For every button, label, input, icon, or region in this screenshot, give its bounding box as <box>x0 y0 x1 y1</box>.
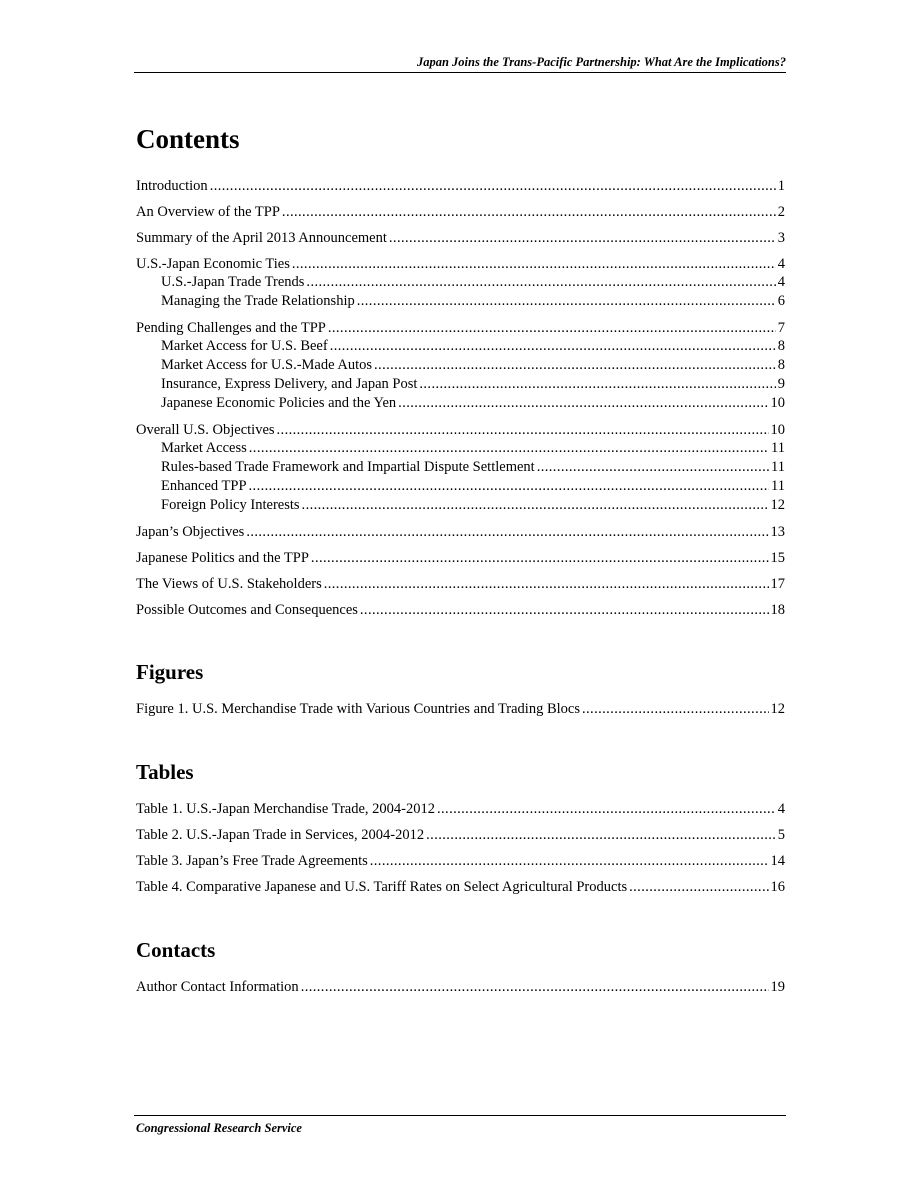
toc-entry-label: Market Access for U.S. Beef <box>161 338 328 354</box>
toc-dot-leader <box>306 273 775 292</box>
toc-entry[interactable] <box>136 229 785 247</box>
toc-entry[interactable] <box>136 356 785 375</box>
toc-entry-page: 6 <box>777 293 785 309</box>
tables-list <box>136 800 785 896</box>
toc-entry-label: Insurance, Express Delivery, and Japan Post <box>161 376 418 392</box>
toc-entry-page: 10 <box>770 422 785 438</box>
toc-dot-leader <box>419 375 775 394</box>
toc-dot-leader <box>246 523 768 541</box>
toc-entry-page: 17 <box>770 576 785 592</box>
toc-entry[interactable] <box>136 421 785 439</box>
toc-entry-page: 14 <box>770 853 785 869</box>
toc-entry[interactable] <box>136 439 785 458</box>
footer-text: Congressional Research Service <box>136 1121 302 1135</box>
header-rule <box>134 72 786 73</box>
toc-dot-leader <box>426 826 776 844</box>
toc-dot-leader <box>328 319 776 337</box>
toc-entry[interactable] <box>136 203 785 221</box>
toc-dot-leader <box>249 439 769 458</box>
toc-entry-label: Foreign Policy Interests <box>161 497 300 513</box>
toc-entry[interactable] <box>136 700 785 718</box>
toc-entry-page: 4 <box>777 256 785 272</box>
toc-entry[interactable] <box>136 601 785 619</box>
toc-entry-page: 15 <box>770 550 785 566</box>
toc-dot-leader <box>249 477 770 496</box>
toc-dot-leader <box>311 549 769 567</box>
contacts-heading: Contacts <box>136 938 216 962</box>
toc-dot-leader <box>537 458 769 477</box>
toc-dot-leader <box>282 203 776 221</box>
toc-dot-leader <box>357 292 776 311</box>
contents-heading: Contents <box>136 124 240 154</box>
toc-entry[interactable] <box>136 575 785 593</box>
toc-dot-leader <box>210 177 776 195</box>
tables-heading: Tables <box>136 760 194 784</box>
toc-entry-page: 8 <box>777 338 785 354</box>
toc-dot-leader <box>292 255 776 273</box>
toc-entry[interactable] <box>136 319 785 337</box>
toc-dot-leader <box>629 878 768 896</box>
toc-entry-label: Author Contact Information <box>136 979 299 995</box>
toc-entry-page: 3 <box>777 230 785 246</box>
footer-rule <box>134 1115 786 1116</box>
toc-entry[interactable] <box>136 878 785 896</box>
toc-dot-leader <box>324 575 769 593</box>
toc-dot-leader <box>398 394 768 413</box>
toc-entry-page: 13 <box>770 524 785 540</box>
toc-dot-leader <box>302 496 769 515</box>
toc-dot-leader <box>360 601 769 619</box>
toc-entry-page: 18 <box>770 602 785 618</box>
toc-entry[interactable] <box>136 852 785 870</box>
toc-entry-label: Rules-based Trade Framework and Impartial Dispute Settlement <box>161 459 535 475</box>
toc-entry-page: 7 <box>777 320 785 336</box>
toc-entry[interactable] <box>136 549 785 567</box>
toc-entry[interactable] <box>136 337 785 356</box>
contents-list <box>136 177 785 619</box>
toc-entry[interactable] <box>136 826 785 844</box>
toc-entry-label: Table 1. U.S.-Japan Merchandise Trade, 2004-2012 <box>136 801 435 817</box>
toc-entry-label: Japanese Economic Policies and the Yen <box>161 395 397 411</box>
toc-entry-label: Pending Challenges and the TPP <box>136 320 326 336</box>
toc-entry-page: 11 <box>771 440 785 456</box>
toc-entry-page: 11 <box>771 459 785 475</box>
running-header: Japan Joins the Trans-Pacific Partnership: What Are the Implications? <box>416 55 786 69</box>
toc-entry-page: 9 <box>777 376 785 392</box>
toc-entry[interactable] <box>136 978 785 996</box>
toc-entry-label: Enhanced TPP <box>161 478 247 494</box>
toc-entry-page: 19 <box>770 979 785 995</box>
toc-entry[interactable] <box>136 394 785 413</box>
toc-entry-page: 1 <box>777 178 785 194</box>
toc-entry[interactable] <box>136 273 785 292</box>
toc-entry[interactable] <box>136 477 785 496</box>
toc-dot-leader <box>437 800 776 818</box>
toc-entry-page: 16 <box>770 879 785 895</box>
toc-dot-leader <box>374 356 776 375</box>
toc-entry-page: 12 <box>770 497 785 513</box>
toc-entry-label: Summary of the April 2013 Announcement <box>136 230 387 246</box>
toc-entry-label: Possible Outcomes and Consequences <box>136 602 358 618</box>
toc-entry-page: 2 <box>777 204 785 220</box>
toc-dot-leader <box>277 421 769 439</box>
toc-entry-label: An Overview of the TPP <box>136 204 280 220</box>
toc-entry[interactable] <box>136 800 785 818</box>
toc-entry-label: Table 3. Japan’s Free Trade Agreements <box>136 853 368 869</box>
toc-entry-label: Figure 1. U.S. Merchandise Trade with Various Countries and Trading Blocs <box>136 701 580 717</box>
contacts-list <box>136 978 785 996</box>
toc-dot-leader <box>389 229 776 247</box>
toc-entry-page: 10 <box>770 395 785 411</box>
toc-entry[interactable] <box>136 375 785 394</box>
toc-entry-label: Japanese Politics and the TPP <box>136 550 309 566</box>
toc-entry-label: U.S.-Japan Economic Ties <box>136 256 290 272</box>
toc-entry[interactable] <box>136 496 785 515</box>
toc-entry[interactable] <box>136 523 785 541</box>
toc-entry[interactable] <box>136 255 785 273</box>
toc-entry-label: Market Access <box>161 440 247 456</box>
toc-dot-leader <box>301 978 769 996</box>
figures-list <box>136 700 785 718</box>
toc-entry-label: Table 2. U.S.-Japan Trade in Services, 2004-2012 <box>136 827 425 843</box>
toc-entry-label: The Views of U.S. Stakeholders <box>136 576 322 592</box>
toc-entry[interactable] <box>136 177 785 195</box>
toc-entry-page: 4 <box>777 274 785 290</box>
toc-entry-page: 11 <box>771 478 785 494</box>
toc-dot-leader <box>370 852 769 870</box>
figures-heading: Figures <box>136 660 204 684</box>
toc-entry-page: 8 <box>777 357 785 373</box>
toc-dot-leader <box>582 700 769 718</box>
toc-entry[interactable] <box>136 458 785 477</box>
toc-entry-label: Overall U.S. Objectives <box>136 422 275 438</box>
toc-entry-page: 12 <box>770 701 785 717</box>
toc-entry-label: U.S.-Japan Trade Trends <box>161 274 305 290</box>
toc-entry[interactable] <box>136 292 785 311</box>
toc-entry-label: Japan’s Objectives <box>136 524 245 540</box>
toc-entry-label: Market Access for U.S.-Made Autos <box>161 357 373 373</box>
toc-entry-label: Introduction <box>136 178 208 194</box>
toc-entry-page: 5 <box>777 827 785 843</box>
toc-entry-label: Managing the Trade Relationship <box>161 293 355 309</box>
toc-entry-label: Table 4. Comparative Japanese and U.S. Tariff Rates on Select Agricultural Products <box>136 879 628 895</box>
toc-dot-leader <box>330 337 776 356</box>
toc-entry-page: 4 <box>777 801 785 817</box>
